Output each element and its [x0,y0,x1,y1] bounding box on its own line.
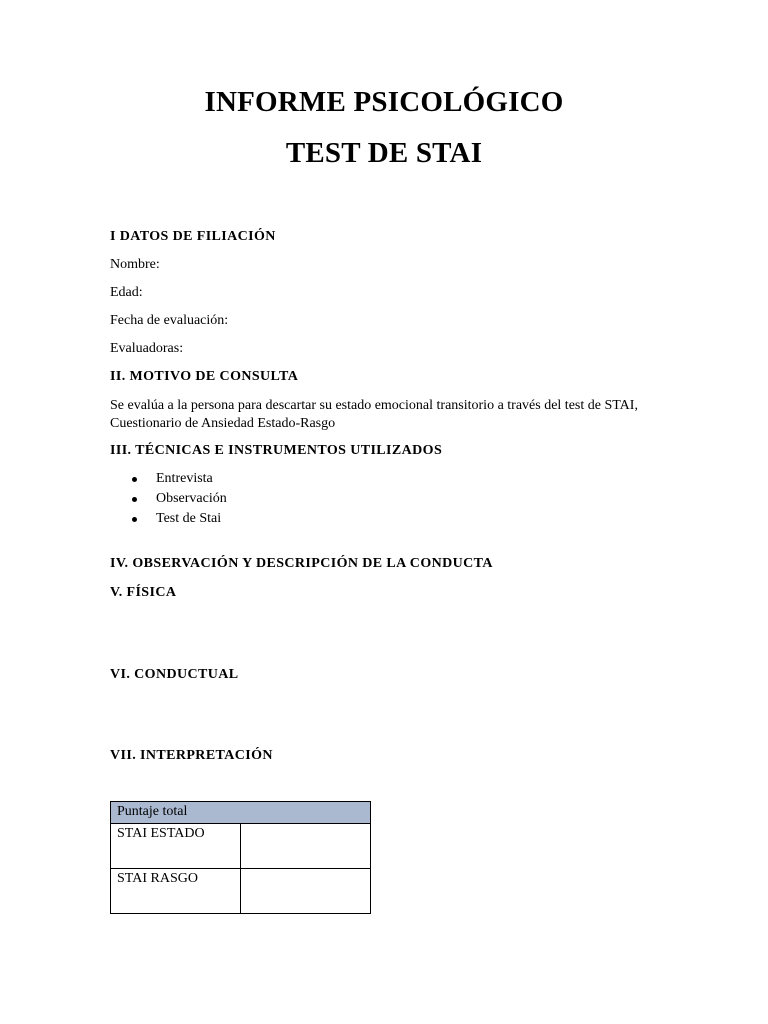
motivo-paragraph: Se evalúa a la persona para descartar su estado emocional transitorio a través del test de STAI, Cuestionario de Ansiedad Estado-Rasgo [110,398,638,431]
report-title: INFORME PSICOLÓGICO [204,86,564,118]
table-cell-label: STAI RASGO [111,869,241,914]
bullet-icon [132,477,137,482]
table-cell-label: STAI ESTADO [111,824,241,869]
list-item-label: Test de Stai [156,511,222,526]
section-heading-filiacion: I DATOS DE FILIACIÓN [110,229,276,244]
report-subtitle: TEST DE STAI [285,137,483,169]
list-item-label: Entrevista [156,471,213,486]
section-heading-conductual: VI. CONDUCTUAL [110,667,239,682]
bullet-icon [132,497,137,502]
section-heading-motivo: II. MOTIVO DE CONSULTA [110,369,299,384]
list-item-label: Observación [156,491,227,506]
instruments-list [110,469,227,529]
table-row [111,824,371,869]
table-header-row [111,802,371,824]
bullet-icon [132,517,137,522]
section-heading-fisica: V. FÍSICA [110,585,177,600]
field-edad: Edad: [110,285,143,300]
table-cell-value [241,869,371,914]
field-evaluadoras: Evaluadoras: [110,341,184,356]
list-item [110,469,227,489]
table-cell-value [241,824,371,869]
list-item [110,509,227,529]
list-item [110,489,227,509]
field-fecha-evaluacion: Fecha de evaluación: [110,313,229,328]
score-table [110,801,371,914]
field-nombre: Nombre: [110,257,160,272]
table-header-cell: Puntaje total [111,802,371,824]
section-heading-interpretacion: VII. INTERPRETACIÓN [110,748,273,763]
section-heading-observacion: IV. OBSERVACIÓN Y DESCRIPCIÓN DE LA CONDUCTA [110,556,493,571]
table-row [111,869,371,914]
section-heading-tecnicas: III. TÉCNICAS E INSTRUMENTOS UTILIZADOS [110,443,443,458]
